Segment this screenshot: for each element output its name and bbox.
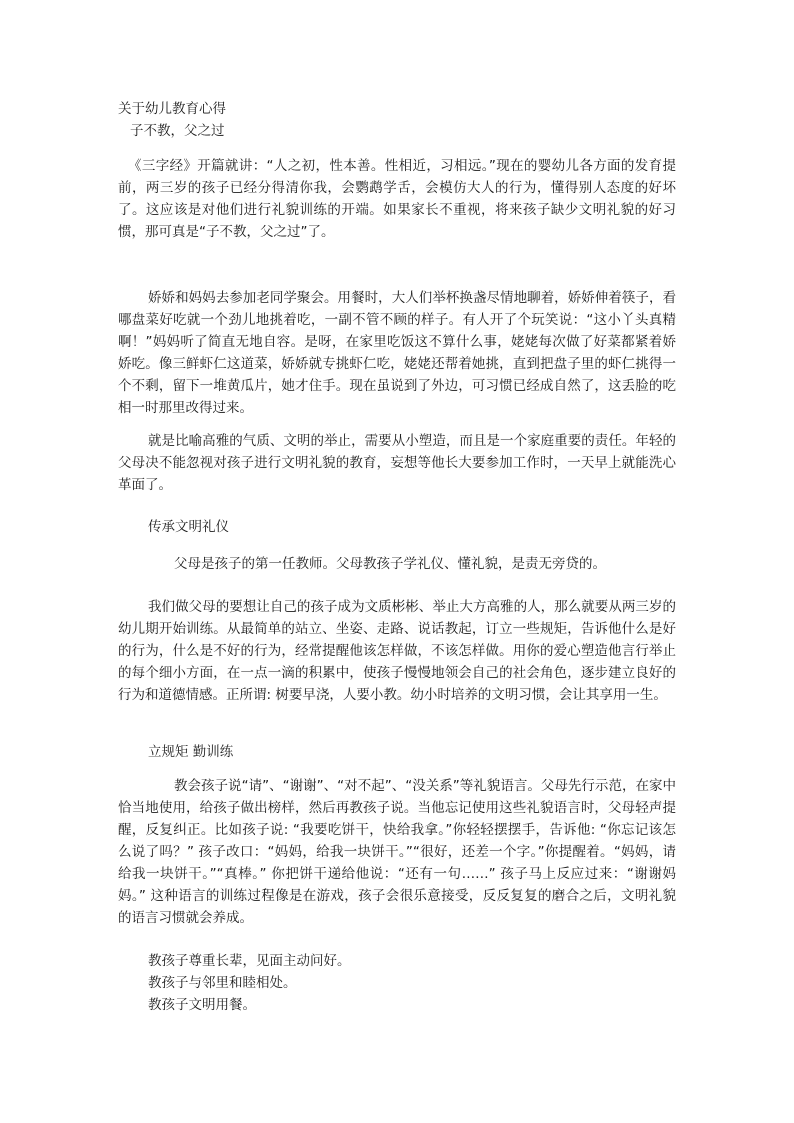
paragraph-parents-teacher: 父母是孩子的第一任教师。父母教孩子学礼仪、懂礼貌，是责无旁贷的。 [174,556,606,572]
paragraph-story: 娇娇和妈妈去参加老同学聚会。用餐时，大人们举杯换盏尽情地聊着，娇娇伸着筷子，看哪盘菜好吃就一个劲儿地挑着吃，一副不管不顾的样子。有人开了个玩笑说：“这小丫头真精啊！”妈妈听了简直无地自容。是呀，在家里吃饭这不算什么事，姥姥每次做了好菜都紧着娇娇吃。像三鲜虾仁这道菜，娇娇就专挑虾仁吃，姥姥还帮着她挑，直到把盘子里的虾仁挑得一个不剩，留下一堆黄瓜片，她才住手。现在虽说到了外边，可习惯已经成自然了，这丢脸的吃相一时那里改得过来。 [118,290,676,416]
paragraph-training: 我们做父母的要想让自己的孩子成为文质彬彬、举止大方高雅的人，那么就要从两三岁的幼儿期开始训练。从最简单的站立、坐姿、走路、说话教起，订立一些规矩，告诉他什么是好的行为，什么是不好的行为，经常提醒他该怎样做，不该怎样做。用你的爱心塑造他言行举止的每个细小方面，在一点一滴的积累中，使孩子慢慢地领会自己的社会角色，逐步建立良好的行为和道德情感。正所谓: 树要早浇，人要小教。幼小时培养的文明习惯，会让其享用一生。 [118,599,676,703]
section-heading-etiquette: 传承文明礼仪 [148,519,229,535]
paragraph-intro: 《三字经》开篇就讲：“人之初，性本善。性相近，习相远。”现在的婴幼儿各方面的发育提前，两三岁的孩子已经分得清你我，会鹦鹉学舌，会模仿大人的行为，懂得别人态度的好坏了。这应该是对他们进行礼貌训练的开端。如果家长不重视，将来孩子缺少文明礼貌的好习惯，那可真是“子不教，父之过”了。 [118,158,676,240]
section-heading-rules: 立规矩 勤训练 [148,744,234,760]
paragraph-polite-words: 教会孩子说“请”、“谢谢”、“对不起”、“没关系”等礼貌语言。父母先行示范，在家中恰当地使用，给孩子做出榜样，然后再教孩子说。当他忘记使用这些礼貌语言时，父母轻声提醒，反复纠正。比如孩子说: “我要吃饼干，快给我拿。”你轻轻摆摆手，告诉他: “你忘记该怎么说了吗？” 孩子改口：“妈妈，给我一块饼干。”“很好，还差一个字。”你提醒着。“妈妈，请给我一块饼干。”“真棒。” 你把饼干递给他说：“还有一句……” 孩子马上反应过来：“谢谢妈妈。” 这种语言的训练过程像是在游戏，孩子会很乐意接受，反反复复的磨合之后，文明礼貌的语言习惯就会养成。 [118,778,676,926]
paragraph-metaphor: 就是比喻高雅的气质、文明的举止，需要从小塑造，而且是一个家庭重要的责任。年轻的父母决不能忽视对孩子进行文明礼貌的教育，妄想等他长大要参加工作时，一天早上就能洗心革面了。 [118,433,676,493]
list-item-respect-elders: 教孩子尊重长辈，见面主动问好。 [148,953,351,969]
list-item-table-manners: 教孩子文明用餐。 [148,997,256,1013]
list-item-neighbors: 教孩子与邻里和睦相处。 [148,975,297,991]
document-subtitle: 子不教，父之过 [130,123,225,139]
document-title: 关于幼儿教育心得 [118,101,226,117]
